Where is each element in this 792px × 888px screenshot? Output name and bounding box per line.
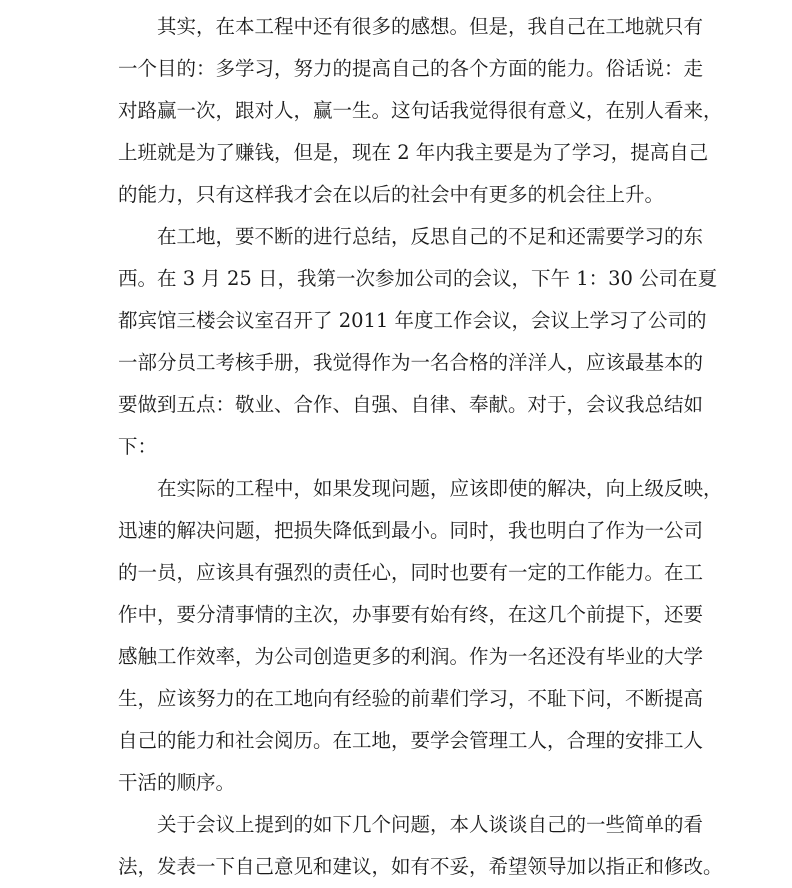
- paragraph-1-line-3: 对路赢一次，跟对人，赢一生。这句话我觉得很有意义，在别人看来，: [118, 99, 723, 122]
- paragraph-2-line-2: 西。在 3 月 25 日，我第一次参加公司的会议，下午 1：30 公司在夏: [118, 267, 718, 290]
- paragraph-2-line-4: 一部分员工考核手册，我觉得作为一名合格的洋洋人，应该最基本的: [118, 351, 704, 374]
- paragraph-3-line-3: 的一员，应该具有强烈的责任心，同时也要有一定的工作能力。在工: [118, 561, 704, 584]
- paragraph-2-line-1: 在工地，要不断的进行总结，反思自己的不足和还需要学习的东: [157, 225, 704, 248]
- paragraph-1-line-4: 上班就是为了赚钱，但是，现在 2 年内我主要是为了学习，提高自己: [118, 141, 709, 164]
- paragraph-1-line-2: 一个目的：多学习，努力的提高自己的各个方面的能力。俗话说：走: [118, 57, 704, 80]
- paragraph-4-line-2: 法，发表一下自己意见和建议，如有不妥，希望领导加以指正和修改。: [118, 855, 723, 878]
- paragraph-3-line-6: 生，应该努力的在工地向有经验的前辈们学习，不耻下问，不断提高: [118, 687, 704, 710]
- paragraph-3-line-5: 感触工作效率，为公司创造更多的利润。作为一名还没有毕业的大学: [118, 645, 704, 668]
- paragraph-3-line-7: 自己的能力和社会阅历。在工地，要学会管理工人，合理的安排工人: [118, 729, 704, 752]
- paragraph-4-line-1: 关于会议上提到的如下几个问题，本人谈谈自己的一些简单的看: [157, 813, 704, 836]
- paragraph-2-line-3: 都宾馆三楼会议室召开了 2011 年度工作会议，会议上学习了公司的: [118, 309, 707, 332]
- paragraph-1-line-1: 其实，在本工程中还有很多的感想。但是，我自己在工地就只有: [157, 15, 704, 38]
- paragraph-3-line-8: 干活的顺序。: [118, 771, 236, 794]
- paragraph-3-line-4: 作中，要分清事情的主次，办事要有始有终，在这几个前提下，还要: [118, 603, 704, 626]
- paragraph-1-line-5: 的能力，只有这样我才会在以后的社会中有更多的机会往上升。: [118, 183, 665, 206]
- paragraph-3-line-1: 在实际的工程中，如果发现问题，应该即使的解决，向上级反映，: [157, 477, 723, 500]
- paragraph-2-line-5: 要做到五点：敬业、合作、自强、自律、奉献。对于，会议我总结如: [118, 393, 704, 416]
- paragraph-2-line-6: 下：: [118, 435, 158, 458]
- paragraph-3-line-2: 迅速的解决问题，把损失降低到最小。同时，我也明白了作为一公司: [118, 519, 704, 542]
